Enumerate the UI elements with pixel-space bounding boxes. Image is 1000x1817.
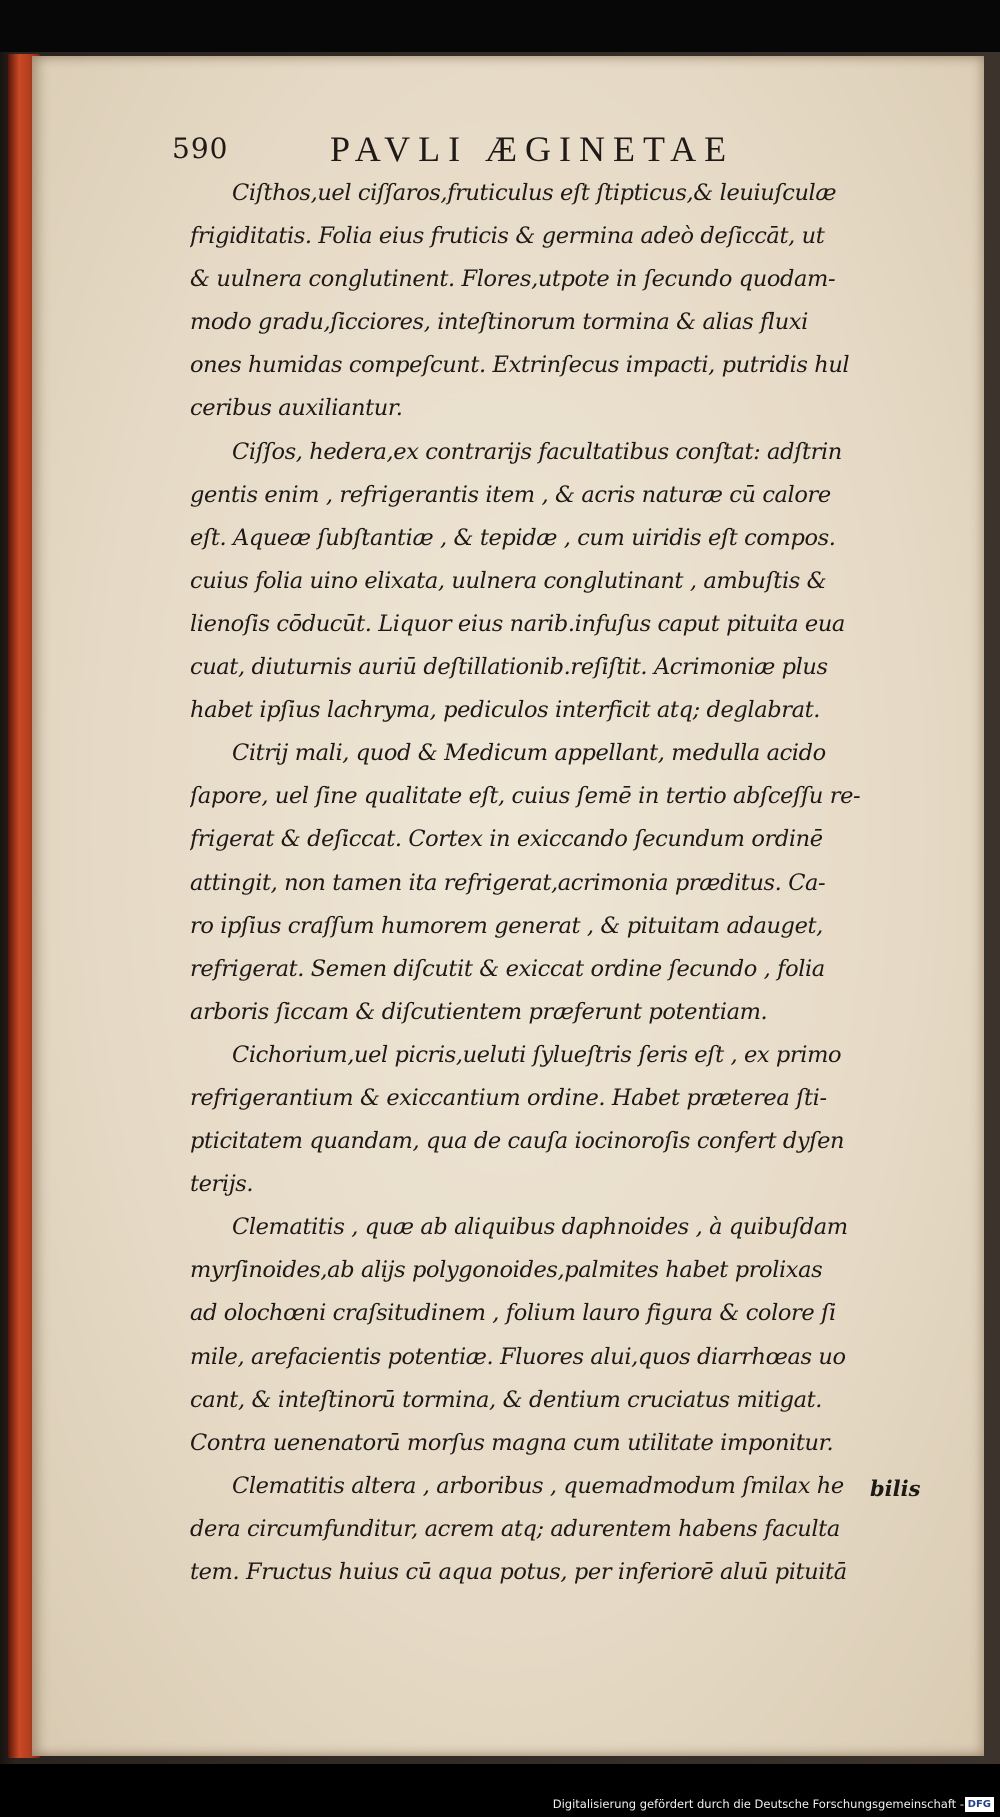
text-line: habet ipſius lachryma, pediculos interficit atq; deglabrat. [190,697,821,724]
text-line: Clematitis altera , arboribus , quemadmodum ſmilax he [232,1472,844,1499]
text-line: gentis enim , refrigerantis item , & acris naturæ cū calore [190,481,831,508]
text-line: pticitatem quandam, qua de cauſa iocinoroſis confert dyſen [190,1128,845,1155]
text-line: Cichorium,uel picris,ueluti ſylueſtris ſeris eſt , ex primo [232,1041,842,1068]
text-line: cuius folia uino elixata, uulnera conglutinant , ambuſtis & [190,567,827,594]
page-header [172,128,812,172]
text-line: Ciſſos, hedera,ex contrarijs facultatibus conſtat: adſtrin [232,438,842,465]
text-line: mile, arefacientis potentiæ. Fluores alui,quos diarrhœas uo [190,1343,846,1370]
text-line: Clematitis , quæ ab aliquibus daphnoides , à quibuſdam [232,1214,848,1241]
digitization-credit: Digitalisierung gefördert durch die Deutsche Forschungsgemeinschaft - [552,1797,964,1811]
text-line: frigerat & deſiccat. Cortex in exiccando ſecundum ordinē [190,826,823,853]
text-line: cuat, diuturnis auriū deſtillationib.reſiſtit. Acrimoniæ plus [190,654,828,681]
catchword: bilis [870,1476,921,1501]
running-head: PAVLI ÆGINETAE [330,129,735,169]
page-number: 590 [172,132,229,165]
text-line: Ciſthos,uel ciſſaros,fruticulus eſt ſtipticus,& leuiuſculæ [232,180,837,206]
text-line: tem. Fructus huius cū aqua potus, per inferiorē aluū pituitā [190,1559,847,1585]
text-line: modo gradu,ſicciores, inteſtinorum tormina & alias fluxi [190,309,808,336]
text-line: ro ipſius craſſum humorem generat , & pituitam adauget, [190,912,823,939]
text-line: myrſinoides,ab alijs polygonoides,palmites habet prolixas [190,1257,823,1284]
text-line: attingit, non tamen ita refrigerat,acrimonia præditus. Ca- [190,869,826,896]
text-line: frigiditatis. Folia eius fruticis & germina adeò deſiccāt, ut [190,223,825,250]
text-line: arboris ſiccam & diſcutientem præferunt potentiam. [190,998,768,1025]
dfg-logo: DFG [965,1797,994,1812]
text-line: & uulnera conglutinent. Flores,utpote in ſecundo quodam- [190,266,836,293]
text-line: refrigerat. Semen diſcutit & exiccat ordine ſecundo , folia [190,955,825,982]
top-margin-bar [0,0,1000,52]
text-line: ſapore, uel ſine qualitate eſt, cuius ſemē in tertio abſceſſu re- [190,783,861,810]
text-line: refrigerantium & exiccantium ordine. Habet præterea ſti- [190,1084,827,1111]
text-line: terijs. [190,1171,254,1198]
text-line: Citrij mali, quod & Medicum appellant, medulla acido [232,740,826,767]
text-line: cant, & inteſtinorū tormina, & dentium cruciatus mitigat. [190,1386,823,1413]
text-line: dera circumfunditur, acrem atq; adurentem habens faculta [190,1515,840,1542]
text-line: Contra uenenatorū morſus magna cum utilitate imponitur. [190,1429,834,1456]
text-block [190,172,922,1594]
text-line: eſt. Aqueæ ſubſtantiæ , & tepidæ , cum uiridis eſt compos. [190,524,836,551]
text-line: ceribus auxiliantur. [190,395,403,422]
text-line: lienoſis cōducūt. Liquor eius narib.infuſus caput pituita eua [190,610,845,637]
text-line: ones humidas compeſcunt. Extrinſecus impacti, putridis hul [190,352,850,379]
text-line: ad olochœni craſsitudinem , folium lauro figura & colore ſi [190,1300,836,1327]
